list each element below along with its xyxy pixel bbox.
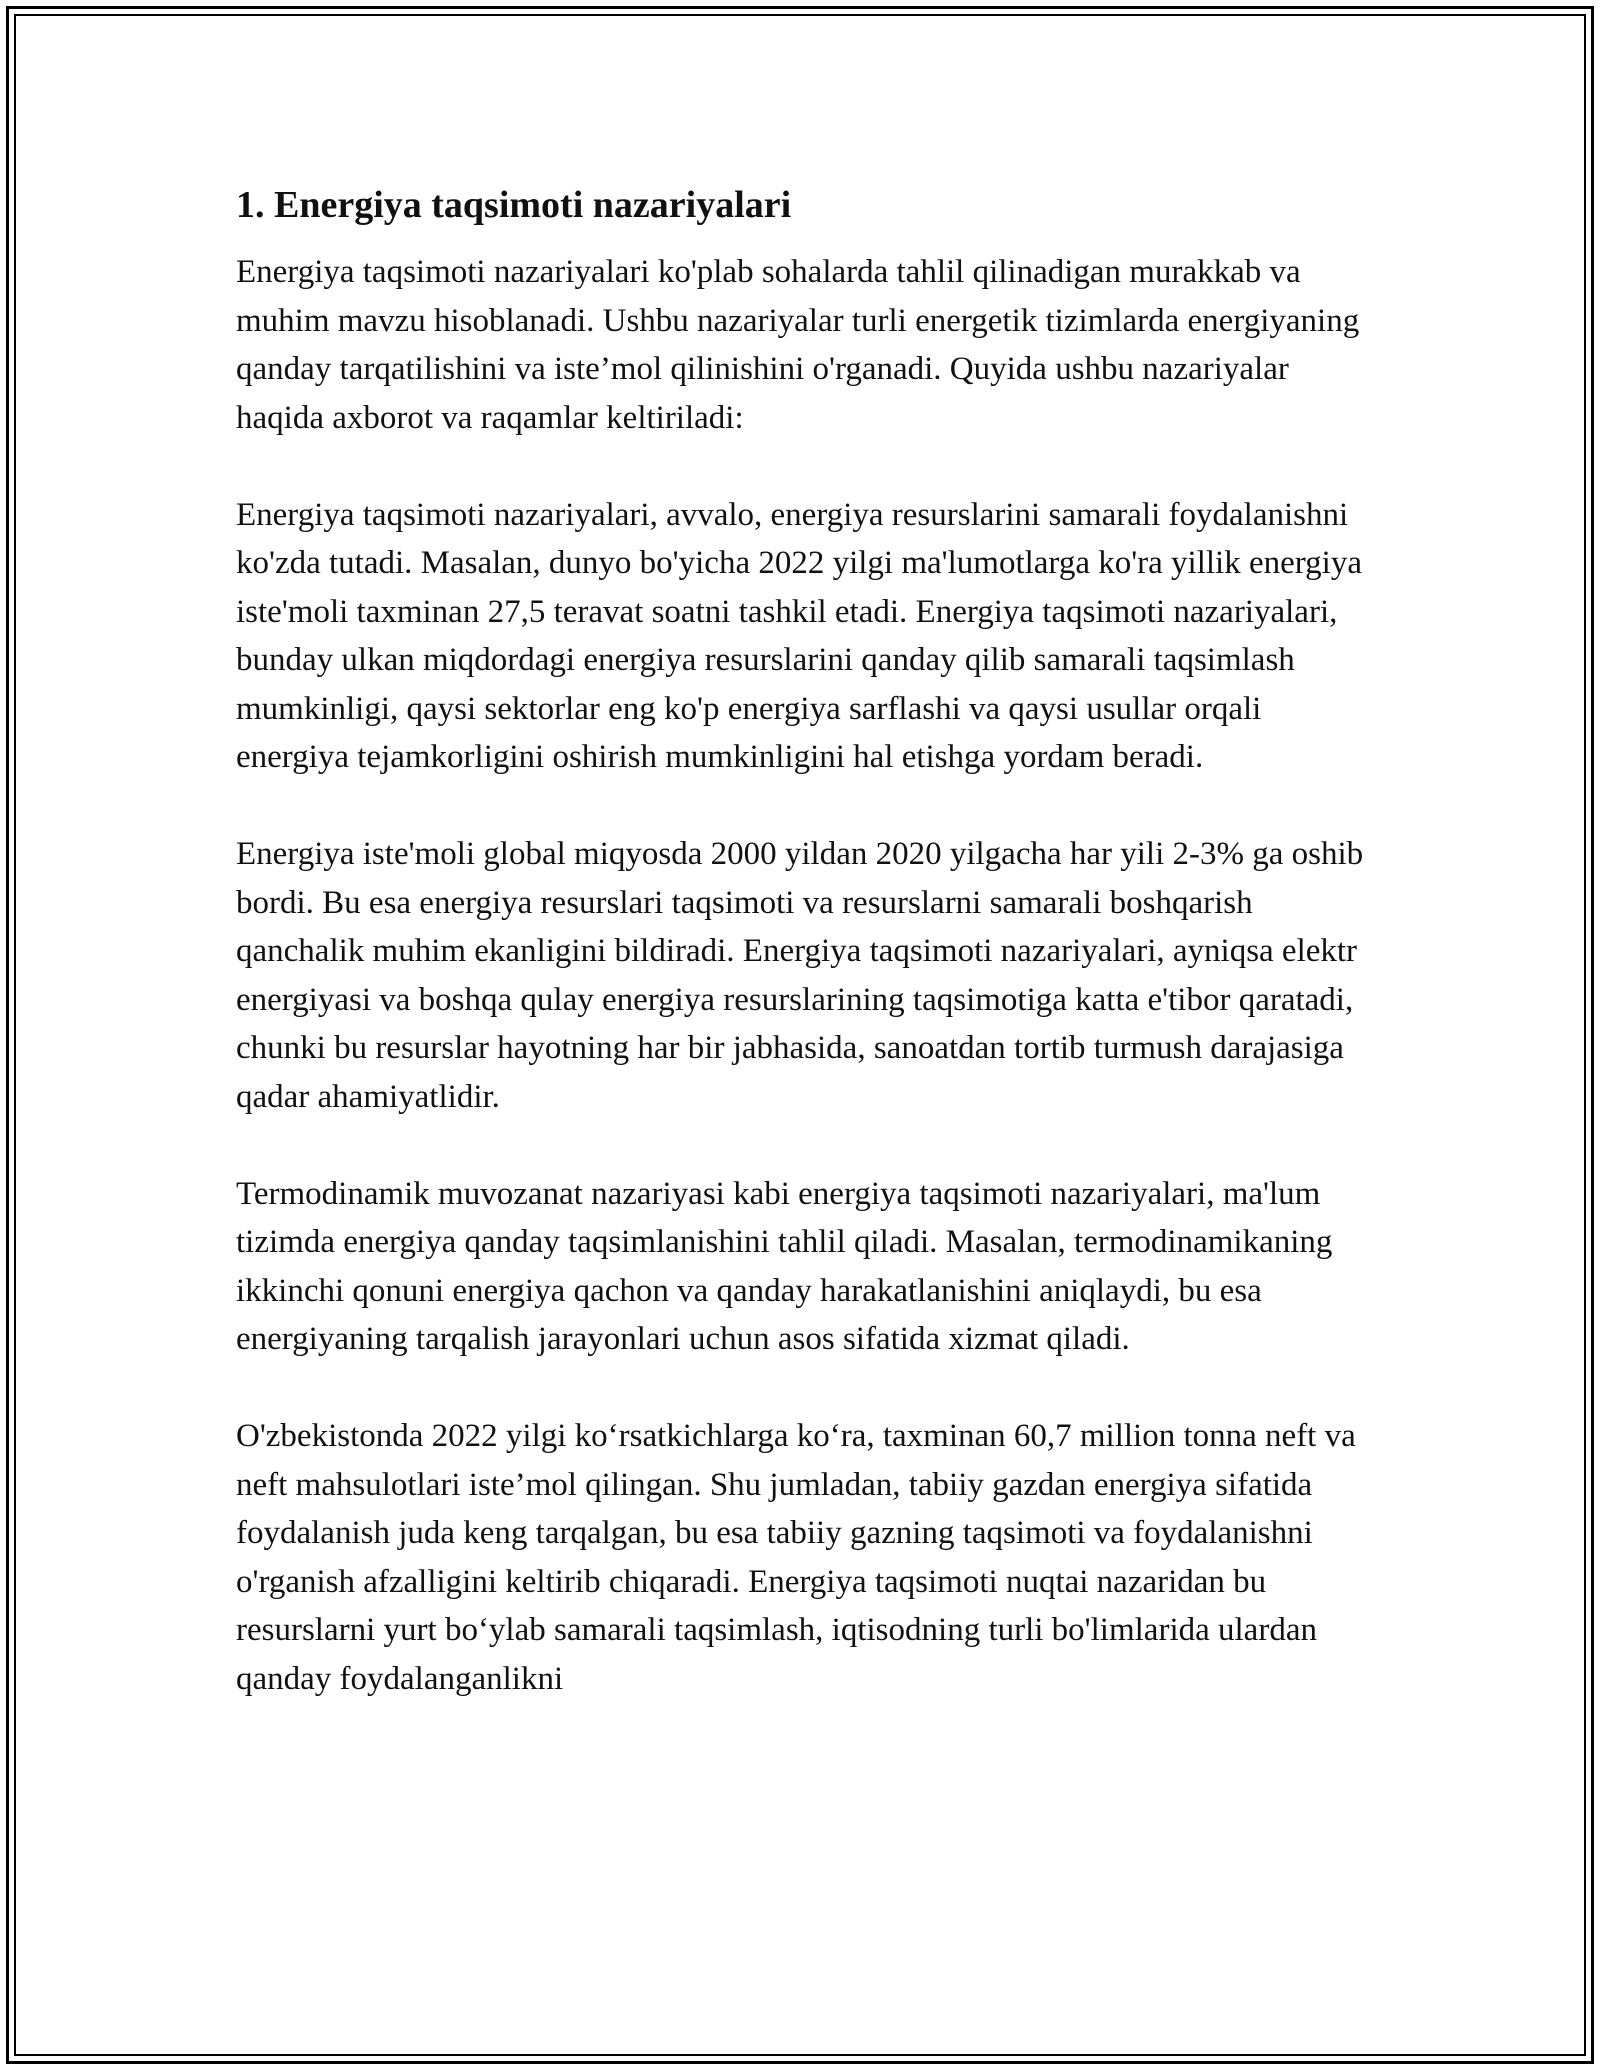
document-body <box>236 182 1366 1752</box>
paragraph-world-consumption: Energiya taqsimoti nazariyalari, avvalo, energiya resurslarini samarali foydalanishni ko'zda tutadi. Masalan, dunyo bo'yicha 2022 yilgi ma'lumotlarga ko'ra yillik energiya iste'moli taxminan 27,5 teravat soatni tashkil etadi. Energiya taqsimoti nazariyalari, bunday ulkan miqdordagi energiya resurslarini qanday qilib samarali taqsimlash mumkinligi, qaysi sektorlar eng ko'p energiya sarflashi va qaysi usullar orqali energiya tejamkorligini oshirish mumkinligini hal etishga yordam beradi. <box>236 496 1362 775</box>
paragraph-global-growth: Energiya iste'moli global miqyosda 2000 yildan 2020 yilgacha har yili 2-3% ga oshib bordi. Bu esa energiya resurslari taqsimoti va resurslarni samarali boshqarish qanchalik muhim ekanligini bildiradi. Energiya taqsimoti nazariyalari, ayniqsa elektr energiyasi va boshqa qulay energiya resurslarining taqsimotiga katta e'tibor qaratadi, chunki bu resurslar hayotning har bir jabhasida, sanoatdan tortib turmush darajasiga qadar ahamiyatlidir. <box>236 836 1364 1115</box>
paragraph-uzbekistan: O'zbekistonda 2022 yilgi ko‘rsatkichlarga ko‘ra, taxminan 60,7 million tonna neft va neft mahsulotlari iste’mol qilingan. Shu jumladan, tabiiy gazdan energiya sifatida foydalanish juda keng tarqalgan, bu esa tabiiy gazning taqsimoti va foydalanishni o'rganish afzalligini keltirib chiqaradi. Energiya taqsimoti nuqtai nazaridan bu resurslarni yurt bo‘ylab samarali taqsimlash, iqtisodning turli bo'limlarida ulardan qanday foydalanganlikni <box>236 1418 1356 1697</box>
paragraph-thermodynamics: Termodinamik muvozanat nazariyasi kabi energiya taqsimoti nazariyalari, ma'lum tizimda energiya qanday taqsimlanishini tahlil qiladi. Masalan, termodinamikaning ikkinchi qonuni energiya qachon va qanday harakatlanishini aniqlaydi, bu esa energiyaning tarqalish jarayonlari uchun asos sifatida xizmat qiladi. <box>236 1175 1333 1357</box>
section-heading: 1. Energiya taqsimoti nazariyalari <box>236 184 792 226</box>
paragraph-intro: Energiya taqsimoti nazariyalari ko'plab sohalarda tahlil qilinadigan murakkab va muhim mavzu hisoblanadi. Ushbu nazariyalar turli energetik tizimlarda energiyaning qanday tarqatilishini va iste’mol qilinishini o'rganadi. Quyida ushbu nazariyalar haqida axborot va raqamlar keltiriladi: <box>236 254 1360 436</box>
